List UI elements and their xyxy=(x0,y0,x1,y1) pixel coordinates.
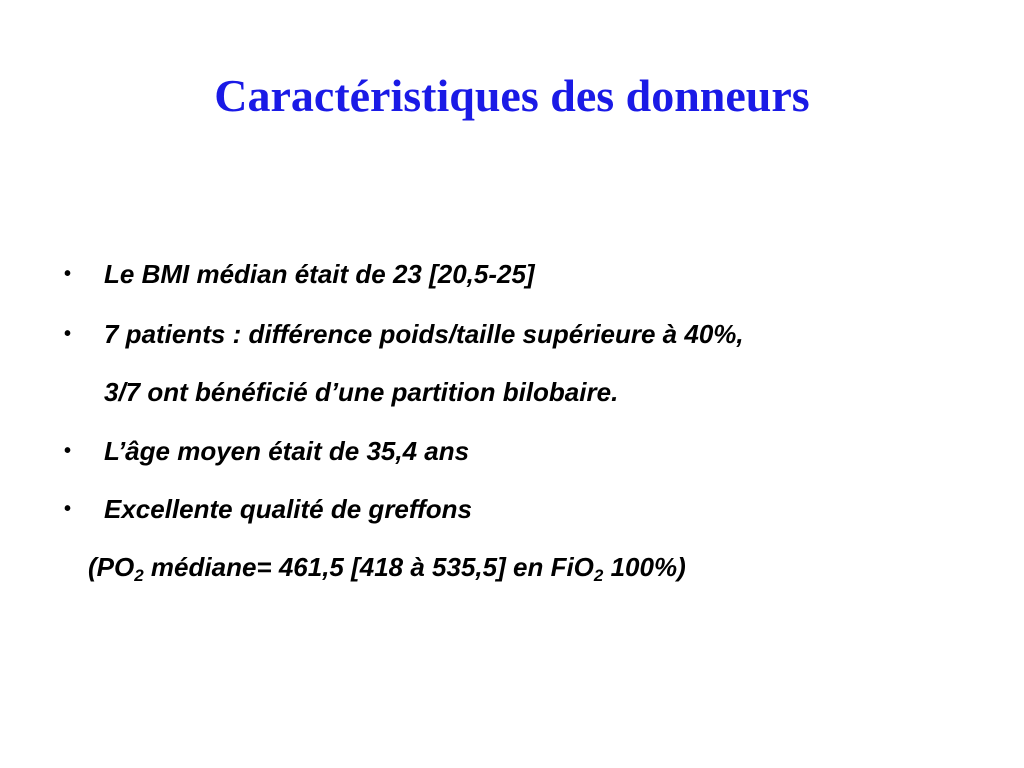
po2-note-part1: (PO xyxy=(88,552,135,582)
bullet-dot: • xyxy=(64,440,72,462)
bullet-dot: • xyxy=(64,498,72,520)
bullet-dot: • xyxy=(64,263,72,285)
bullet-item-bmi: Le BMI médian était de 23 [20,5-25] xyxy=(104,259,535,289)
bullet-dot: • xyxy=(64,323,72,345)
po2-note xyxy=(88,551,686,583)
fio2-subscript: 2 xyxy=(593,566,604,585)
bullet-item-age: L’âge moyen était de 35,4 ans xyxy=(104,436,470,466)
po2-subscript: 2 xyxy=(134,566,144,585)
po2-note-part2: médiane= 461,5 [418 à 535,5] en FiO xyxy=(143,552,594,582)
slide-title: Caractéristiques des donneurs xyxy=(214,70,810,121)
bullet-item-patients-continuation: 3/7 ont bénéficié d’une partition bilobaire. xyxy=(104,377,619,407)
po2-note-part3: 100%) xyxy=(603,552,686,582)
bullet-item-graft-quality: Excellente qualité de greffons xyxy=(104,494,472,524)
bullet-item-patients: 7 patients : différence poids/taille supérieure à 40%, xyxy=(104,319,744,349)
